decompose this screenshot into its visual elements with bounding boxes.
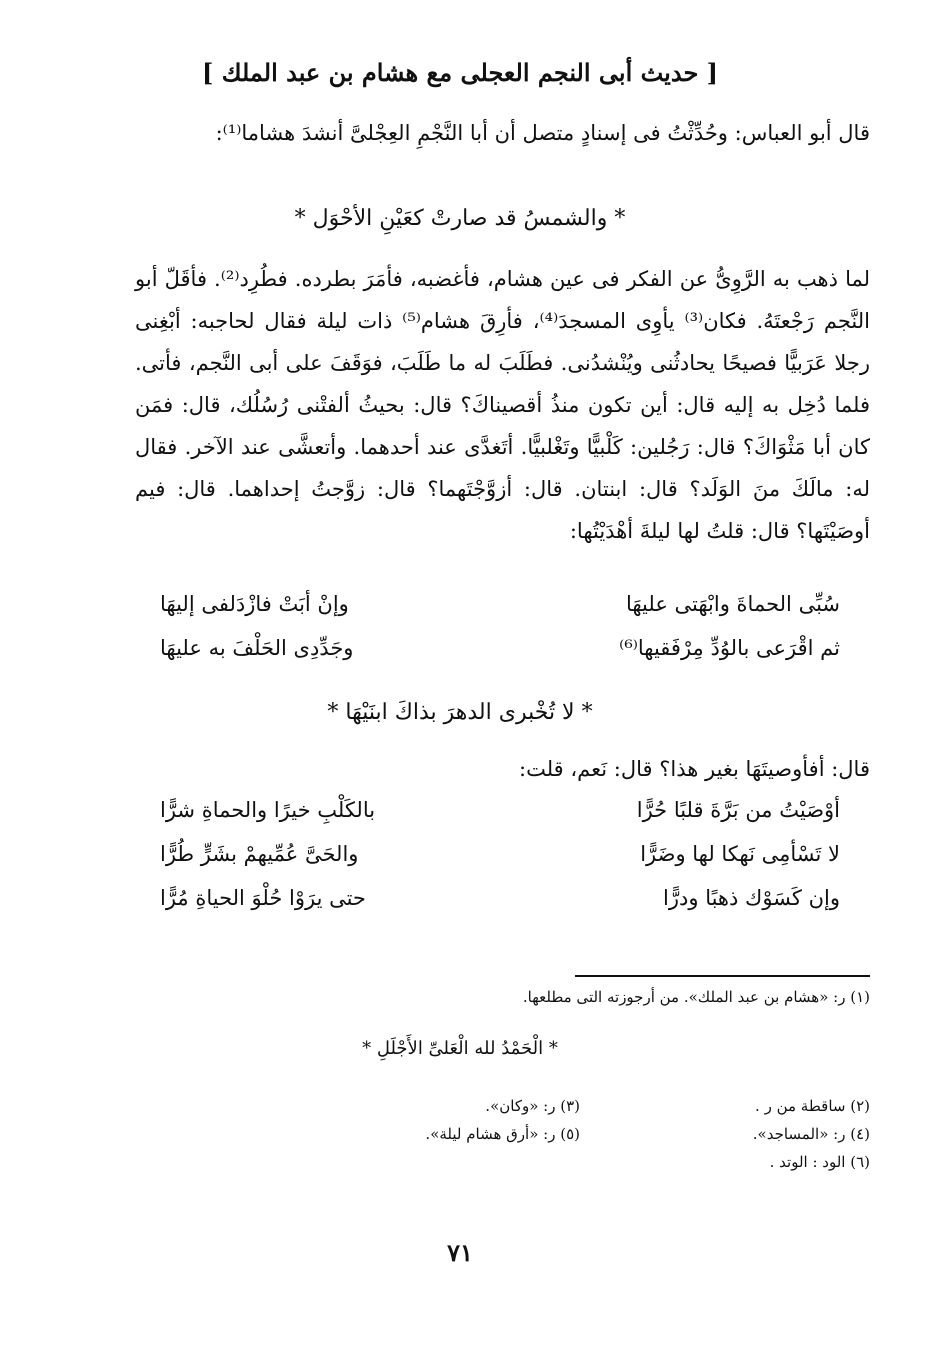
verse-first-hemistich: لا تَسْأمِى نَهكا لها وضَرًّا: [640, 842, 840, 866]
verse-first-hemistich: أوْصَيْتُ من بَرَّةَ قلبًا حُرًّا: [636, 798, 840, 822]
paragraph-advice: قال: أفأوصيتَهَا بغير هذا؟ قال: نَعم، قلت:: [519, 757, 870, 781]
verse-line: [160, 842, 840, 886]
footnote-3: (٣) ر: «وكان».: [485, 1097, 580, 1115]
footnote-divider: [575, 975, 870, 977]
chapter-header: [ حديث أبى النجم العجلى مع هشام بن عبد الملك ]: [202, 58, 718, 87]
verse-second-hemistich: بالكَلْبِ خيرًا والحماةِ شرًّا: [160, 798, 376, 822]
verse-first-hemistich: سُبِّى الحماةَ وابْهَتى عليهَا: [625, 592, 840, 616]
verse-line: [160, 636, 840, 680]
footnote-6: (٦) الود : الوتد .: [769, 1153, 870, 1171]
footnote-2: (٢) ساقطة من ر .: [755, 1097, 870, 1115]
verse-first-hemistich: ثم اقْرَعى بالوُدِّ مِرْفَقيها⁽⁶⁾: [619, 636, 840, 660]
verse-line: [160, 592, 840, 636]
verse-first-hemistich: وإن كَسَوْك ذهبًا ودرًّا: [663, 886, 840, 910]
quoted-verse-dahr: * لا تُخْبرى الدهرَ بذاكَ ابنَيْهَا *: [327, 700, 593, 725]
footnote-1: (١) ر: «هشام بن عبد الملك». من أرجوزته التى مطلعها.: [522, 988, 870, 1006]
verse-second-hemistich: وإنْ أبَتْ فازْدَلفى إليهَا: [160, 592, 349, 616]
paragraph-story: لما ذهب به الرَّوِىُّ عن الفكر فى عين هشام، فأغضبه، فأمَرَ بطرده. فطُرِد⁽²⁾. فأقَلّ أبو النَّجم رَجْعتَهُ. فكان⁽³⁾ يأوِى المسجدَ⁽⁴⁾، فأرِقَ هشام⁽⁵⁾ ذات ليلة فقال لحاجبه: أبْغِنى رجلا عَرَبيًّا فصيحًا يحادثُنى ويُنْشدُنى. فطَلَبَ له ما طَلَبَ، فوَقَفَ على أبى النَّجم، فأتى. فلما دُخِل به إليه قال: أين تكون منذُ أقصيناكَ؟ قال: بحيثُ ألفتْنى رُسُلُك، قال: فمَن كان أبا مَثْوَاكَ؟ قال: رَجُلين: كَلْبيًّا وتَغْلبيًّا. أتَغدَّى عند أحدهما. وأتعشَّى عند الآخر. فقال له: مالَكَ منَ الوَلَد؟ قال: ابنتان. قال: أزوَّجْتَهما؟ قال: زوَّجتُ إحداهما. قال: فيم أوصَيْتَها؟ قال: قلتُ لها ليلةَ أهْدَيْتُها:: [135, 267, 871, 543]
quoted-verse-shams: * والشمسُ قد صارتْ كعَيْنِ الأحْوَل *: [294, 206, 626, 231]
footnote-4: (٤) ر: «المساجد».: [752, 1125, 870, 1143]
verse-block-second: [160, 798, 840, 930]
verse-second-hemistich: وجَدِّدِى الحَلْفَ به عليهَا: [160, 636, 354, 660]
paragraph-intro: قال أبو العباس: وحُدِّثْتُ فى إسنادٍ متصل أن أبا النَّجْمِ العِجْلىَّ أنشدَ هشاما⁽¹⁾:: [215, 121, 870, 145]
verse-block-first: [160, 592, 840, 680]
footnote-5: (٥) ر: «أرق هشام ليلة».: [425, 1125, 580, 1143]
verse-second-hemistich: حتى يرَوْا حُلْوَ الحياةِ مُرًّا: [160, 886, 366, 910]
verse-line: [160, 798, 840, 842]
verse-line: [160, 886, 840, 930]
verse-second-hemistich: والحَىَّ عُمِّيهمْ بشَرٍّ طُرًّا: [160, 842, 359, 866]
page-number: ٧١: [447, 1238, 473, 1267]
footnote-verse: * الْحَمْدُ لله الْعَلىِّ الأَجْلَلِ *: [362, 1038, 558, 1059]
